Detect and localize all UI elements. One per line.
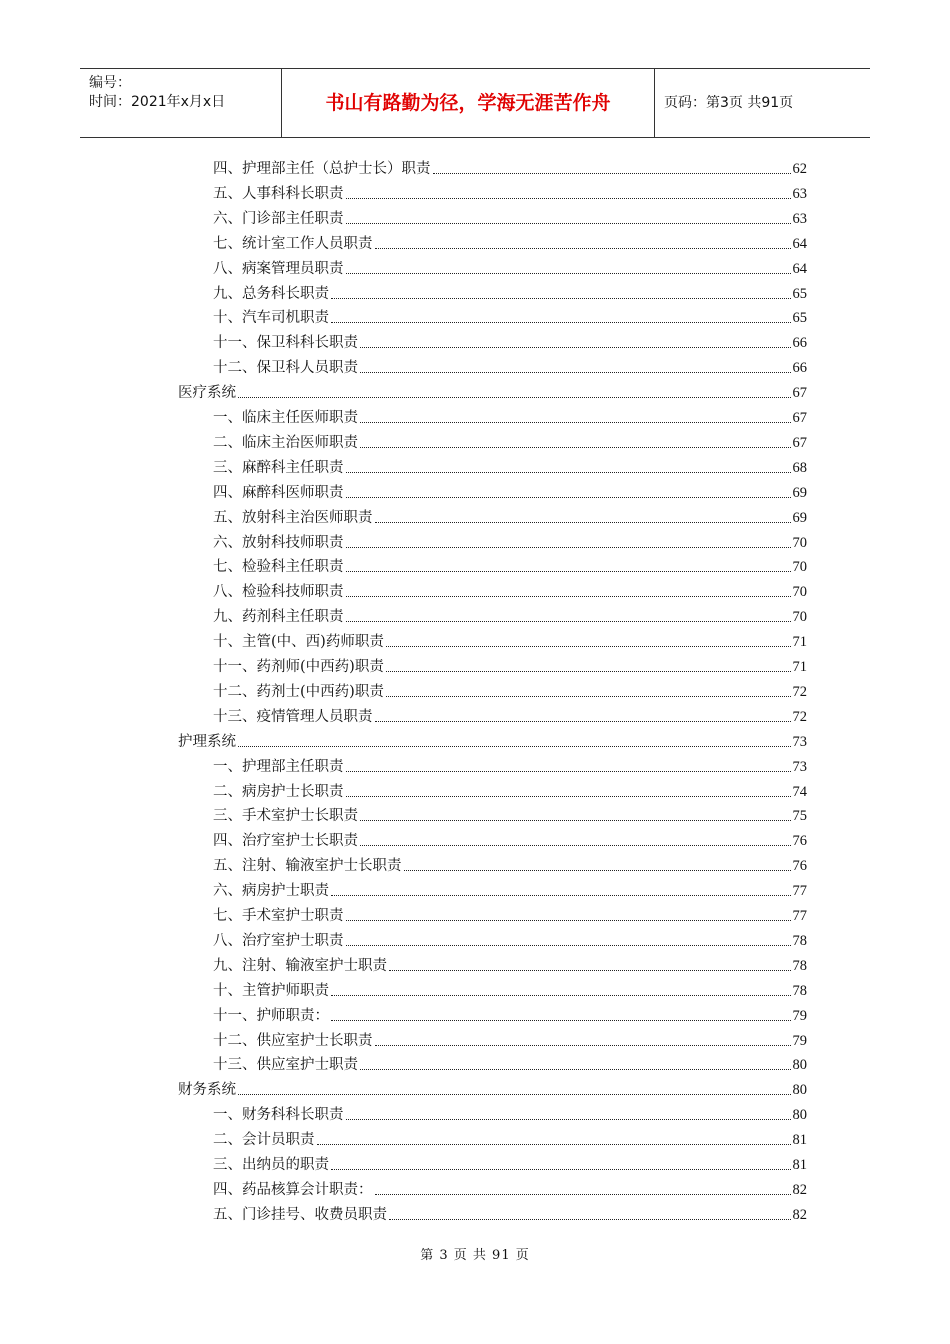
- toc-entry[interactable]: [213, 1179, 807, 1201]
- toc-entry-page: 78: [792, 932, 807, 949]
- toc-entry-page: 67: [792, 434, 807, 451]
- toc-entry-page: 70: [792, 609, 807, 626]
- toc-entry[interactable]: [213, 1154, 807, 1176]
- toc-leader-dots: [331, 894, 791, 896]
- toc-leader-dots: [346, 1118, 791, 1120]
- toc-entry-title: 五、人事科科长职责: [213, 185, 344, 202]
- toc-entry[interactable]: [213, 1030, 807, 1052]
- toc-entry-page: 75: [792, 808, 807, 825]
- toc-leader-dots: [389, 969, 791, 971]
- toc-leader-dots: [360, 844, 791, 846]
- toc-entry-title: 十、主管(中、西)药师职责: [213, 634, 384, 651]
- toc-entry[interactable]: [213, 706, 807, 728]
- toc-entry-title: 八、治疗室护士职责: [213, 932, 344, 949]
- toc-leader-dots: [346, 919, 791, 921]
- page-footer: 第 3 页 共 91 页: [420, 1248, 530, 1263]
- page-header: [80, 68, 870, 138]
- toc-entry-page: 73: [792, 758, 807, 775]
- toc-entry-page: 76: [792, 858, 807, 875]
- toc-leader-dots: [346, 272, 791, 274]
- toc-entry-title: 二、临床主治医师职责: [213, 434, 358, 451]
- toc-entry-page: 71: [792, 659, 807, 675]
- toc-leader-dots: [346, 197, 791, 199]
- toc-leader-dots: [346, 496, 791, 498]
- toc-entry-title: 护理系统: [178, 733, 236, 750]
- toc-entry-title: 一、临床主任医师职责: [213, 410, 358, 426]
- toc-leader-dots: [346, 944, 791, 946]
- header-meta-cell: [80, 69, 282, 137]
- toc-entry-title: 九、总务科长职责: [213, 285, 329, 302]
- toc-entry-page: 74: [792, 783, 807, 800]
- toc-leader-dots: [331, 1168, 791, 1170]
- toc-entry[interactable]: [213, 980, 807, 1002]
- toc-entry-title: 三、手术室护士长职责: [213, 808, 358, 825]
- toc-leader-dots: [360, 421, 791, 423]
- toc-entry-title: 五、门诊挂号、收费员职责: [213, 1206, 387, 1223]
- toc-entry-title: 九、药剂科主任职责: [213, 609, 344, 626]
- toc-leader-dots: [360, 446, 791, 448]
- toc-entry[interactable]: [213, 756, 807, 778]
- toc-entry[interactable]: [213, 482, 807, 504]
- toc-leader-dots: [360, 346, 791, 348]
- toc-leader-dots: [386, 695, 791, 697]
- toc-entry-title: 四、护理部主任（总护士长）职责: [213, 161, 431, 177]
- toc-entry[interactable]: [178, 1079, 807, 1101]
- toc-entry-page: 80: [792, 1057, 807, 1074]
- toc-leader-dots: [375, 247, 791, 249]
- toc-entry-title: 十三、疫情管理人员职责: [213, 708, 373, 725]
- toc-entry-page: 70: [792, 559, 807, 576]
- toc-leader-dots: [360, 819, 791, 821]
- toc-entry-title: 十二、保卫科人员职责: [213, 360, 358, 377]
- toc-entry[interactable]: [213, 1129, 807, 1151]
- toc-leader-dots: [375, 1193, 791, 1195]
- toc-leader-dots: [346, 795, 791, 797]
- toc-entry[interactable]: [213, 830, 807, 852]
- header-motto: 书山有路勤为径，学海无涯苦作舟: [282, 69, 655, 137]
- toc-leader-dots: [346, 471, 791, 473]
- toc-entry[interactable]: [213, 233, 807, 255]
- toc-entry[interactable]: [213, 158, 807, 180]
- toc-leader-dots: [386, 645, 791, 647]
- toc-entry-title: 六、病房护士职责: [213, 883, 329, 900]
- toc-entry-page: 64: [792, 260, 807, 277]
- toc-entry-title: 八、病案管理员职责: [213, 260, 344, 277]
- toc-entry[interactable]: [213, 855, 807, 877]
- toc-entry[interactable]: [213, 880, 807, 902]
- toc-entry-page: 81: [792, 1132, 807, 1149]
- toc-entry[interactable]: [213, 556, 807, 578]
- toc-leader-dots: [375, 1044, 791, 1046]
- toc-entry[interactable]: [213, 183, 807, 205]
- toc-entry-page: 79: [792, 1007, 807, 1024]
- toc-entry-title: 九、注射、输液室护士职责: [213, 957, 387, 974]
- toc-entry[interactable]: [213, 905, 807, 927]
- toc-entry-page: 67: [792, 410, 807, 426]
- toc-entry-title: 医疗系统: [178, 385, 236, 402]
- toc-entry[interactable]: [178, 731, 807, 753]
- toc-entry[interactable]: [213, 332, 807, 354]
- toc-entry[interactable]: [213, 681, 807, 703]
- toc-entry-title: 十一、保卫科科长职责: [213, 335, 358, 352]
- toc-entry-page: 80: [792, 1107, 807, 1124]
- toc-entry[interactable]: [213, 432, 807, 454]
- toc-entry-title: 三、麻醉科主任职责: [213, 459, 344, 476]
- toc-entry-page: 63: [792, 210, 807, 227]
- toc-entry[interactable]: [213, 283, 807, 305]
- toc-entry-page: 76: [792, 833, 807, 850]
- toc-entry-title: 六、放射科技师职责: [213, 534, 344, 551]
- toc-entry[interactable]: [213, 1104, 807, 1126]
- toc-leader-dots: [346, 595, 791, 597]
- toc-entry-title: 六、门诊部主任职责: [213, 210, 344, 227]
- toc-leader-dots: [331, 1019, 791, 1021]
- toc-entry-title: 十、汽车司机职责: [213, 310, 329, 327]
- toc-entry-page: 70: [792, 584, 807, 601]
- toc-entry[interactable]: [213, 631, 807, 653]
- toc-entry-title: 四、药品核算会计职责：: [213, 1181, 373, 1198]
- toc-entry[interactable]: [213, 532, 807, 554]
- toc-entry-page: 79: [792, 1032, 807, 1049]
- toc-entry-title: 四、麻醉科医师职责: [213, 484, 344, 501]
- toc-leader-dots: [346, 222, 791, 224]
- toc-entry-title: 十、主管护师职责: [213, 982, 329, 999]
- toc-leader-dots: [238, 745, 791, 747]
- toc-leader-dots: [346, 570, 791, 572]
- toc-leader-dots: [360, 1068, 791, 1070]
- toc-leader-dots: [238, 396, 791, 398]
- number-label: 编号：: [89, 75, 131, 91]
- toc-entry-page: 72: [792, 708, 807, 725]
- toc-entry-page: 67: [792, 385, 807, 402]
- toc-entry[interactable]: [213, 930, 807, 952]
- toc-leader-dots: [317, 1143, 791, 1145]
- toc-entry[interactable]: [213, 955, 807, 977]
- toc-entry-page: 77: [792, 883, 807, 900]
- toc-entry-page: 81: [792, 1157, 807, 1173]
- toc-entry-title: 七、统计室工作人员职责: [213, 235, 373, 252]
- toc-leader-dots: [375, 521, 791, 523]
- toc-entry[interactable]: [213, 258, 807, 280]
- toc-entry-title: 一、护理部主任职责: [213, 758, 344, 775]
- toc-entry-title: 十三、供应室护士职责: [213, 1057, 358, 1074]
- toc-entry-page: 65: [792, 285, 807, 302]
- toc-entry-title: 二、病房护士长职责: [213, 783, 344, 800]
- toc-leader-dots: [331, 994, 791, 996]
- toc-entry-page: 68: [792, 459, 807, 476]
- toc-entry-title: 八、检验科技师职责: [213, 584, 344, 601]
- toc-entry-title: 二、会计员职责: [213, 1132, 315, 1149]
- toc-entry[interactable]: [178, 382, 807, 404]
- toc-entry-title: 七、手术室护士职责: [213, 908, 344, 924]
- toc-leader-dots: [375, 720, 791, 722]
- toc-entry[interactable]: [213, 581, 807, 603]
- toc-entry[interactable]: [213, 656, 807, 678]
- toc-entry-title: 三、出纳员的职责: [213, 1157, 329, 1173]
- toc-entry[interactable]: [213, 606, 807, 628]
- toc-entry-title: 财务系统: [178, 1082, 236, 1099]
- toc-entry-page: 82: [792, 1181, 807, 1198]
- toc-entry-page: 62: [792, 161, 807, 177]
- toc-leader-dots: [389, 1218, 791, 1220]
- toc-entry[interactable]: [213, 407, 807, 429]
- toc-entry[interactable]: [213, 208, 807, 230]
- toc-entry-title: 十二、药剂士(中西药)职责: [213, 683, 384, 700]
- toc-entry-title: 四、治疗室护士长职责: [213, 833, 358, 850]
- toc-entry-page: 82: [792, 1206, 807, 1223]
- toc-entry-page: 65: [792, 310, 807, 327]
- toc-leader-dots: [331, 321, 791, 323]
- toc-entry-page: 78: [792, 957, 807, 974]
- toc-entry-title: 五、注射、输液室护士长职责: [213, 858, 402, 875]
- toc-entry-page: 69: [792, 484, 807, 501]
- toc-leader-dots: [238, 1093, 791, 1095]
- toc-entry-page: 71: [792, 634, 807, 651]
- toc-entry[interactable]: [213, 457, 807, 479]
- time-label: 时间：2021年x月x日: [89, 94, 226, 110]
- toc-entry-title: 五、放射科主治医师职责: [213, 509, 373, 526]
- toc-entry-page: 69: [792, 509, 807, 526]
- toc-entry-page: 64: [792, 235, 807, 252]
- toc-entry-page: 80: [792, 1082, 807, 1099]
- toc-entry-page: 63: [792, 185, 807, 202]
- toc-entry[interactable]: [213, 507, 807, 529]
- toc-entry-title: 七、检验科主任职责: [213, 559, 344, 576]
- header-page-info: 页码：第3页 共91页: [664, 95, 794, 111]
- toc-entry-page: 70: [792, 534, 807, 551]
- toc-leader-dots: [346, 620, 791, 622]
- toc-entry-page: 78: [792, 982, 807, 999]
- toc-leader-dots: [404, 869, 791, 871]
- toc-entry-page: 72: [792, 683, 807, 700]
- toc-entry-page: 77: [792, 908, 807, 924]
- toc-leader-dots: [331, 297, 791, 299]
- toc-entry-page: 66: [792, 335, 807, 352]
- toc-entry-page: 73: [792, 733, 807, 750]
- toc-entry-title: 十二、供应室护士长职责: [213, 1032, 373, 1049]
- toc-leader-dots: [360, 371, 791, 373]
- toc-entry[interactable]: [213, 307, 807, 329]
- toc-entry[interactable]: [213, 1054, 807, 1076]
- toc-entry[interactable]: [213, 1005, 807, 1027]
- toc-entry-title: 十一、药剂师(中西药)职责: [213, 659, 384, 675]
- toc-entry-page: 66: [792, 360, 807, 377]
- toc-entry-title: 十一、护师职责：: [213, 1007, 329, 1024]
- toc-leader-dots: [386, 670, 791, 672]
- toc-entry-title: 一、财务科科长职责: [213, 1107, 344, 1124]
- toc-leader-dots: [433, 172, 791, 174]
- toc-entry[interactable]: [213, 1204, 807, 1226]
- toc-leader-dots: [346, 546, 791, 548]
- toc-entry[interactable]: [213, 781, 807, 803]
- toc-entry[interactable]: [213, 805, 807, 827]
- toc-entry[interactable]: [213, 357, 807, 379]
- toc-leader-dots: [346, 770, 791, 772]
